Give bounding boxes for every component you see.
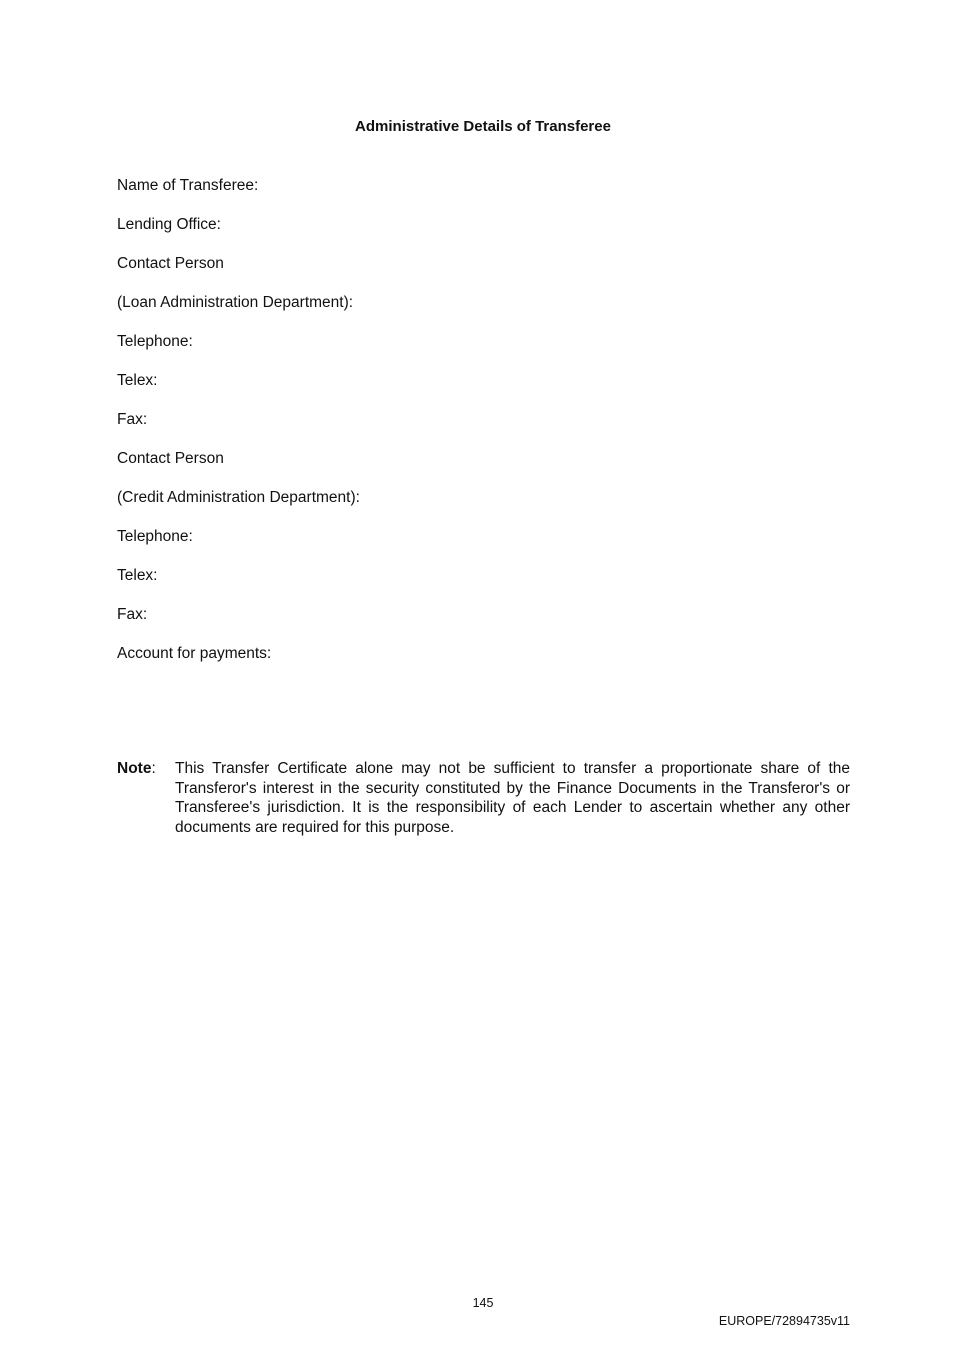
field-account-for-payments: Account for payments: — [117, 645, 272, 662]
note-label-text: Note — [117, 760, 152, 777]
page-title: Administrative Details of Transferee — [355, 118, 611, 135]
field-loan-administration-department: (Loan Administration Department): — [117, 294, 354, 311]
field-name-of-transferee: Name of Transferee: — [117, 177, 259, 194]
field-list — [117, 176, 360, 683]
field-telex-loan: Telex: — [117, 372, 158, 389]
field-telephone-credit: Telephone: — [117, 528, 193, 545]
note-text: This Transfer Certificate alone may not be sufficient to transfer a proportionate share of the Transferor's interest in the security constituted by the Finance Documents in the Transferor's or Transferee's jurisdiction. It is the responsibility of each Lender to ascertain whether any other documents are required for this purpose. — [175, 760, 850, 836]
field-lending-office: Lending Office: — [117, 216, 221, 233]
note-label-separator: : — [151, 760, 156, 777]
note-label — [117, 759, 175, 837]
field-fax-loan: Fax: — [117, 411, 148, 428]
field-telephone-loan: Telephone: — [117, 333, 193, 350]
page-number: 145 — [472, 1296, 494, 1310]
note-block — [117, 759, 850, 837]
field-contact-person-loan: Contact Person — [117, 255, 224, 272]
field-telex-credit: Telex: — [117, 567, 158, 584]
document-reference: EUROPE/72894735v11 — [718, 1314, 850, 1328]
field-contact-person-credit: Contact Person — [117, 450, 224, 467]
field-fax-credit: Fax: — [117, 606, 148, 623]
field-credit-administration-department: (Credit Administration Department): — [117, 489, 360, 506]
